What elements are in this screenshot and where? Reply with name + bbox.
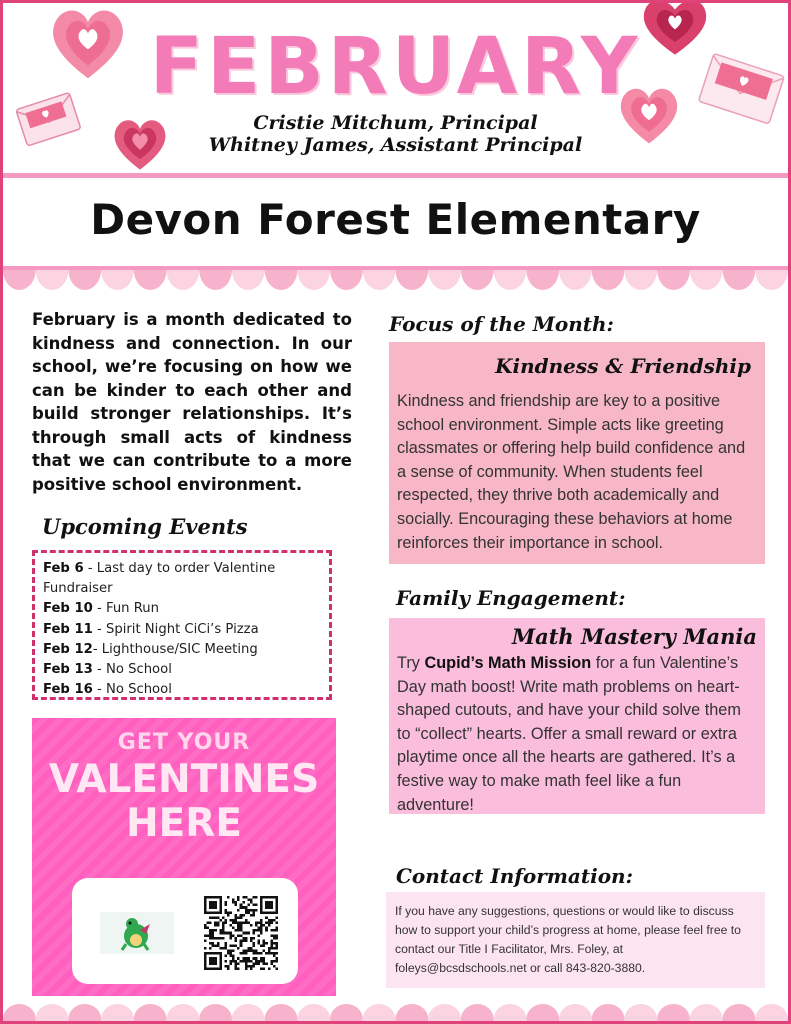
event-item — [43, 680, 321, 700]
header — [0, 0, 791, 175]
qr-code-icon[interactable] — [204, 896, 278, 970]
family-card — [389, 618, 765, 814]
scallop-border — [3, 270, 788, 292]
page-title: FEBRUARY — [149, 22, 642, 112]
event-description: - Lighthouse/SIC Meeting — [92, 641, 258, 657]
ad-line-2: VALENTINES — [48, 757, 320, 802]
events-list — [32, 550, 332, 700]
family-subheading: Math Mastery Mania — [511, 624, 757, 649]
scallop-border — [3, 1004, 788, 1021]
family-heading: Family Engagement: — [396, 586, 626, 610]
staff-names — [0, 112, 791, 156]
family-text-rest: for a fun Valentine’s Day math boost! Write math problems on heart-shaped cutouts, and have your child solve them to “collect” hearts. Offer a small reward or extra playtime once all the hearts are gathered. It’s a festive way to make math feel like a fun adventure! — [397, 654, 741, 814]
focus-subheading: Kindness & Friendship — [495, 354, 751, 378]
events-heading: Upcoming Events — [42, 514, 248, 539]
ad-line-3: HERE — [126, 801, 242, 846]
event-date: Feb 13 — [43, 662, 93, 678]
principal-name: Cristie Mitchum, Principal — [253, 112, 538, 134]
contact-heading: Contact Information: — [396, 864, 633, 888]
event-description: - Fun Run — [92, 601, 160, 617]
event-item — [43, 559, 321, 599]
event-description: - No School — [92, 682, 172, 698]
ad-line-1: GET YOUR — [117, 730, 251, 755]
event-item — [43, 640, 321, 660]
family-text-start: Try — [397, 654, 425, 672]
ad-card — [72, 878, 298, 984]
event-date: Feb 10 — [43, 601, 93, 617]
event-item — [43, 660, 321, 680]
intro-paragraph: February is a month dedicated to kindness and connection. In our school, we’re focusing on how we can be kinder to each other and build stronger relationships. It’s through small acts of kindness that we can contribute to a more positive school environment. — [32, 310, 352, 494]
event-description: - Last day to order Valentine Fundraiser — [43, 561, 276, 597]
ad-headline — [32, 758, 336, 846]
focus-card — [389, 342, 765, 564]
activity-name: Cupid’s Math Mission — [424, 654, 592, 672]
event-description: - No School — [92, 662, 172, 678]
school-name: Devon Forest Elementary — [90, 195, 701, 244]
assistant-principal-name: Whitney James, Assistant Principal — [208, 134, 583, 156]
mascot-icon — [100, 912, 174, 954]
event-item — [43, 599, 321, 619]
focus-heading: Focus of the Month: — [389, 312, 614, 336]
valentines-ad — [32, 718, 336, 996]
family-text — [397, 652, 755, 817]
event-date: Feb 6 — [43, 561, 84, 576]
event-item — [43, 620, 321, 640]
event-date: Feb 11 — [43, 621, 93, 637]
event-description: - Spirit Night CiCi’s Pizza — [92, 621, 259, 637]
contact-text: If you have any suggestions, questions or would like to discuss how to support your child’s progress at home, please feel free to contact our Title I Facilitator, Mrs. Foley, at foleys@bcsdschools.net or call 843-820-3880. — [395, 904, 741, 975]
divider — [3, 173, 788, 178]
focus-text: Kindness and friendship are key to a positive school environment. Simple acts like greeting classmates or offering help build confidence and a sense of community. When students feel respected, they thrive both academically and socially. Encouraging these behaviors at home reinforces their importance in school. — [397, 392, 746, 552]
contact-card — [386, 892, 765, 988]
event-date: Feb 16 — [43, 682, 93, 698]
event-date: Feb 12 — [43, 641, 93, 657]
